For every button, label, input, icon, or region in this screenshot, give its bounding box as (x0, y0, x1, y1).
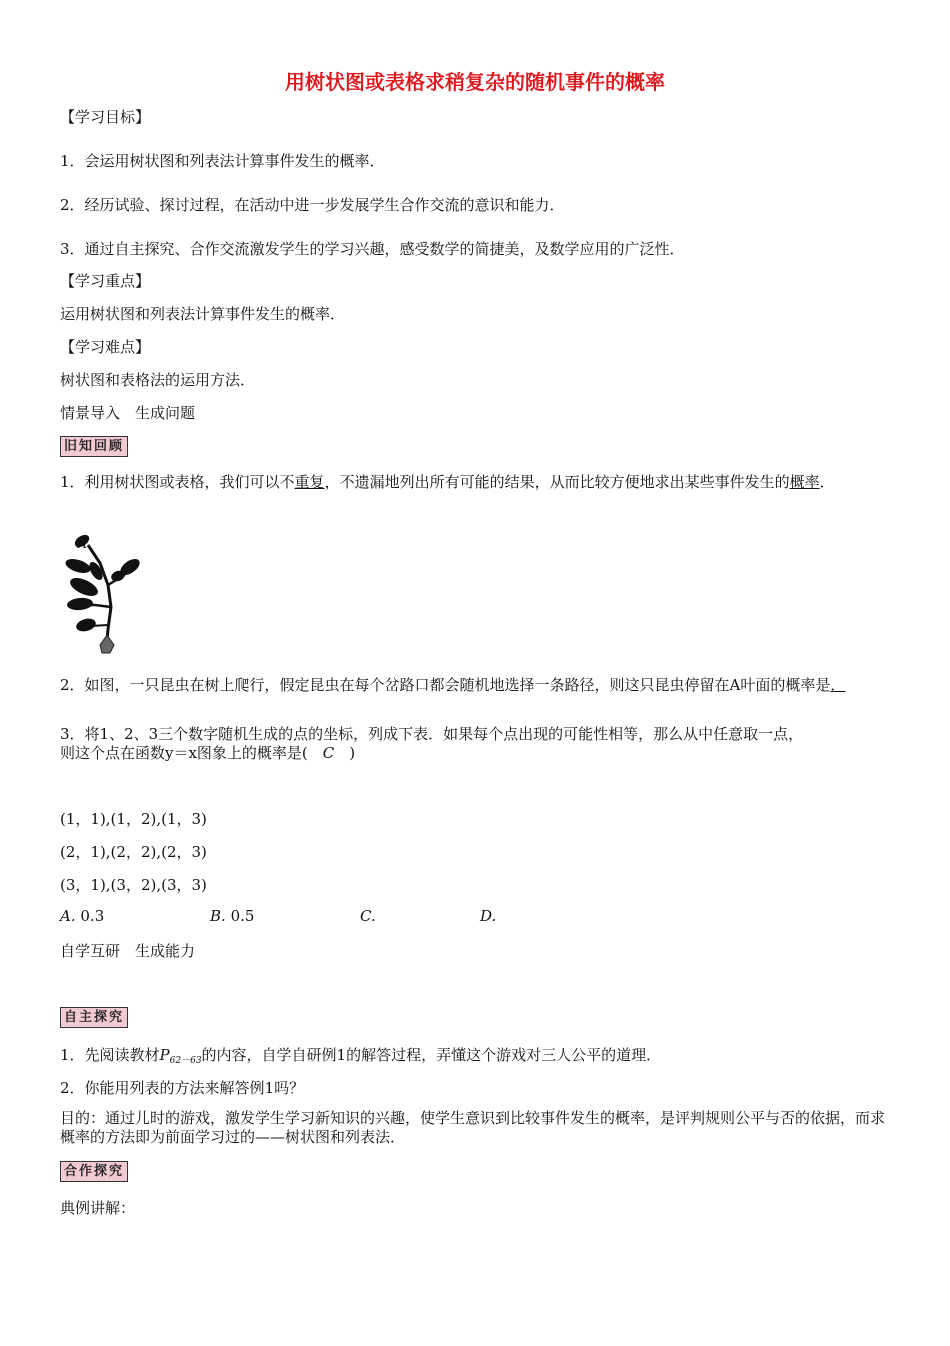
review-question-1 (60, 473, 895, 492)
q1-blank-2: 概率 (789, 473, 820, 491)
example-label: 典例讲解： (60, 1199, 136, 1217)
coordinate-table-row: (1，1),(1，2),(1，3) (60, 810, 207, 828)
objective-item-1: 1．会运用树状图和列表法计算事件发生的概率． (60, 152, 385, 170)
objective-item-2: 2．经历试验、探讨过程，在活动中进一步发展学生合作交流的意识和能力． (60, 196, 565, 214)
q1-text-mid: ，不遗漏地列出所有可能的结果，从而比较方便地求出某些事件发生的 (324, 473, 790, 491)
option-a-value: 0.3 (80, 907, 105, 925)
option-d (480, 907, 496, 925)
option-a (60, 907, 104, 925)
q2-blank: ． (830, 676, 846, 694)
option-c (360, 907, 376, 925)
explore-purpose: 目的：通过儿时的游戏，激发学生学习新知识的兴趣，使学生意识到比较事件发生的概率，是评判规则公平与否的依据，而求概率的方法即为前面学习过的——树状图和列表法． (60, 1109, 886, 1146)
cooperate-badge: 合作探究 (60, 1161, 128, 1182)
q3-line-2: 则这个点在函数y＝x图象上的概率是( (60, 744, 323, 762)
q1-text-before: 1．利用树状图或表格，我们可以不 (60, 473, 295, 491)
option-d-letter: D. (480, 907, 497, 925)
page-title: 用树状图或表格求稍复杂的随机事件的概率 (285, 70, 665, 94)
tree-figure (60, 525, 145, 655)
explore-badge: 自主探究 (60, 1007, 128, 1028)
q3-line-1: 3．将1、2、3三个数字随机生成的点的坐标，列成下表．如果每个点出现的可能性相等，那么从中任意取一点， (60, 725, 804, 743)
difficulties-heading: 【学习难点】 (60, 338, 151, 356)
q1-blank-1: 重复 (294, 473, 325, 491)
coordinate-table-row: (3，1),(3，2),(3，3) (60, 876, 207, 894)
review-badge: 旧知回顾 (60, 436, 128, 457)
explore-question-2: 2．你能用列表的方法来解答例1吗？ (60, 1079, 305, 1097)
self-study-heading: 自学互研 生成能力 (60, 942, 196, 960)
objectives-heading: 【学习目标】 (60, 108, 151, 126)
explore-q1-p: P (159, 1046, 170, 1064)
explore-q1-pages: 62－63 (169, 1056, 202, 1066)
key-points-text: 运用树状图和列表法计算事件发生的概率． (60, 305, 346, 323)
explore-q1-before: 1．先阅读教材 (60, 1046, 160, 1064)
option-b-value: 0.5 (230, 907, 255, 925)
review-question-2 (60, 676, 895, 695)
option-b (210, 907, 254, 925)
difficulties-text: 树状图和表格法的运用方法． (60, 371, 256, 389)
intro-heading: 情景导入 生成问题 (60, 404, 196, 422)
key-points-heading: 【学习重点】 (60, 272, 151, 290)
q2-text: 2．如图，一只昆虫在树上爬行，假定昆虫在每个岔路口都会随机地选择一条路径，则这只昆虫停留在A叶面的概率是 (60, 676, 831, 694)
coordinate-table-row: (2，1),(2，2),(2，3) (60, 843, 207, 861)
objective-item-3: 3．通过自主探究、合作交流激发学生的学习兴趣，感受数学的简捷美，及数学应用的广泛性． (60, 240, 685, 258)
explore-q1-after: 的内容，自学自研例1的解答过程，弄懂这个游戏对三人公平的道理． (201, 1046, 662, 1064)
figure-label-a: A (77, 537, 87, 552)
q1-text-end: ． (819, 473, 835, 491)
explore-question-1 (60, 1044, 661, 1066)
review-question-3 (60, 725, 895, 763)
q3-answer: C (322, 744, 335, 762)
tree-branch-image (60, 525, 145, 655)
option-c-letter: C. (360, 907, 376, 925)
option-b-letter: B. (210, 907, 226, 925)
q3-line-2-end: ) (334, 744, 356, 762)
option-a-letter: A. (60, 907, 76, 925)
